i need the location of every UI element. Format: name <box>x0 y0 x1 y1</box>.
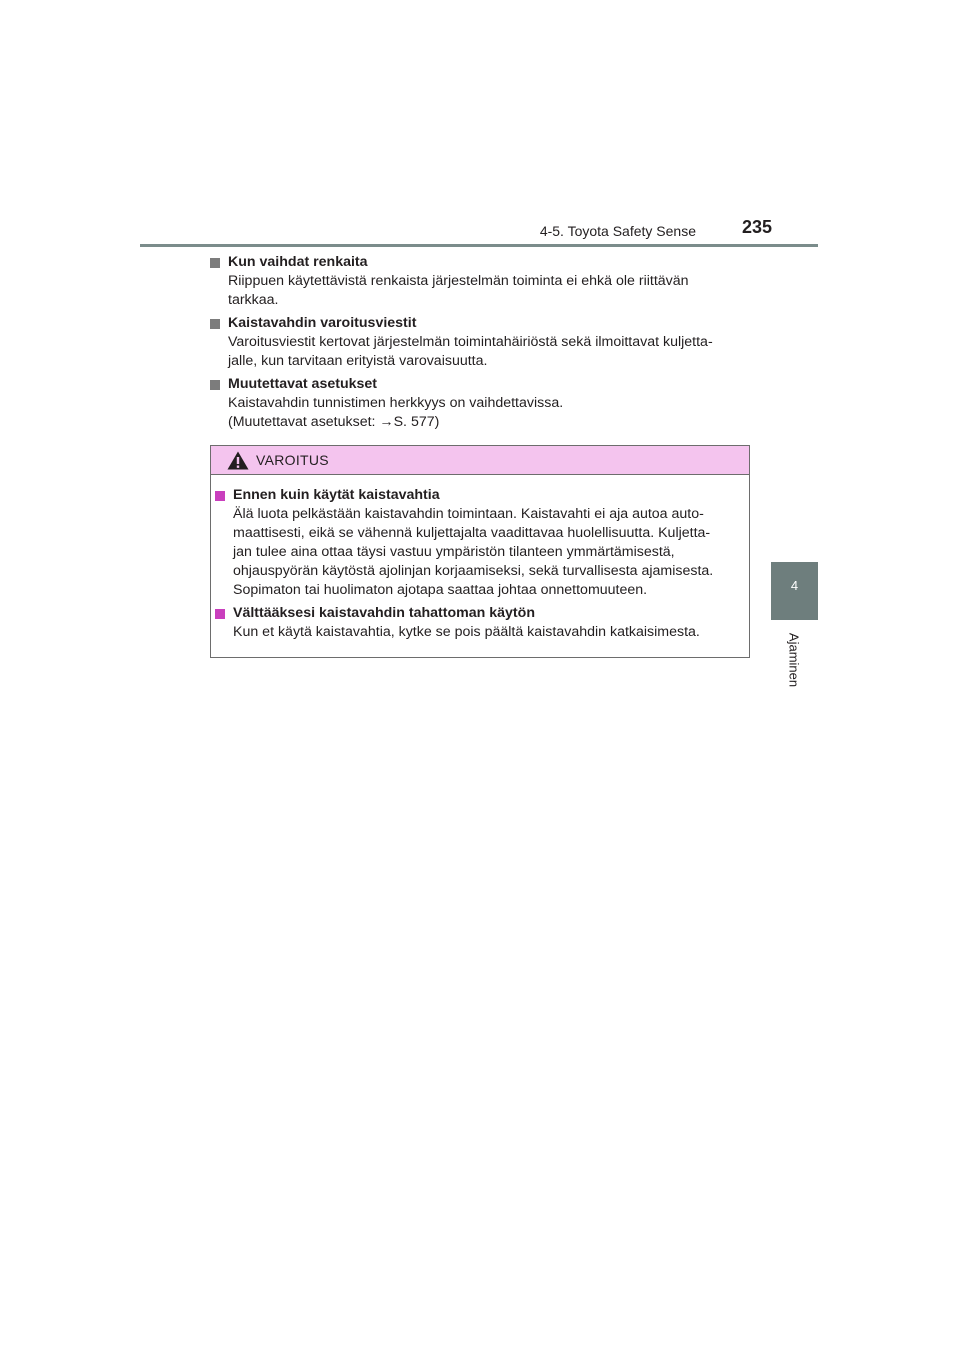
warning-title: VAROITUS <box>256 452 329 468</box>
item-body <box>210 394 748 432</box>
chapter-tab <box>771 562 818 620</box>
info-item-tyres <box>210 253 748 310</box>
main-content <box>210 253 748 436</box>
chapter-number: 4 <box>790 578 799 593</box>
item-body <box>210 272 748 310</box>
body-line: Kun et käytä kaistavahtia, kytke se pois päältä kaistavahdin katkaisimesta. <box>233 624 700 640</box>
warning-box <box>210 445 750 658</box>
square-bullet-icon <box>210 258 220 268</box>
body-line: Riippuen käytettävistä renkaista järjestelmän toiminta ei ehkä ole riittävän <box>228 273 689 289</box>
square-bullet-icon <box>215 609 225 619</box>
body-line: ohjauspyörän käytöstä ajolinjan korjaamiseksi, sekä turvallisesta ajamisesta. <box>233 563 714 579</box>
info-item-custom-settings <box>210 375 748 432</box>
warning-header <box>211 446 749 475</box>
item-heading: Välttääksesi kaistavahdin tahattoman käytön <box>215 604 743 623</box>
item-body <box>215 623 743 642</box>
chapter-label: Ajaminen <box>786 632 802 688</box>
body-line: jan tulee aina ottaa täysi vastuu ympäristön tilanteen ymmärtämisestä, <box>233 544 675 560</box>
info-item-warning-messages <box>210 314 748 371</box>
header-rule <box>140 244 818 247</box>
item-heading: Ennen kuin käytät kaistavahtia <box>215 486 743 505</box>
item-heading: Muutettavat asetukset <box>210 375 748 394</box>
body-line: maattisesti, eikä se vähennä kuljettajalta vaadittavaa huolellisuutta. Kuljetta- <box>233 525 711 541</box>
square-bullet-icon <box>210 380 220 390</box>
body-line: Älä luota pelkästään kaistavahdin toimintaan. Kaistavahti ei aja autoa auto- <box>233 506 704 522</box>
item-body <box>210 333 748 371</box>
body-line: (Muutettavat asetukset: →S. 577) <box>228 414 440 430</box>
section-title: 4-5. Toyota Safety Sense <box>539 223 696 239</box>
body-line: Varoitusviestit kertovat järjestelmän toimintahäiriöstä sekä ilmoittavat kuljetta- <box>228 334 713 350</box>
item-heading: Kaistavahdin varoitusviestit <box>210 314 748 333</box>
body-line: jalle, kun tarvitaan erityistä varovaisuutta. <box>228 353 488 369</box>
item-body <box>215 505 743 600</box>
square-bullet-icon <box>215 491 225 501</box>
warning-item-before-use <box>215 486 743 600</box>
body-line: tarkkaa. <box>228 292 279 308</box>
page-number: 235 <box>741 217 772 237</box>
body-line: Sopimaton tai huolimaton ajotapa saattaa johtaa onnettomuuteen. <box>233 582 648 598</box>
warning-body <box>211 475 749 642</box>
warning-triangle-icon <box>227 451 249 470</box>
page-header <box>140 214 818 248</box>
body-line: Kaistavahdin tunnistimen herkkyys on vaihdettavissa. <box>228 395 564 411</box>
warning-item-avoid-accidental <box>215 604 743 642</box>
square-bullet-icon <box>210 319 220 329</box>
item-heading: Kun vaihdat renkaita <box>210 253 748 272</box>
